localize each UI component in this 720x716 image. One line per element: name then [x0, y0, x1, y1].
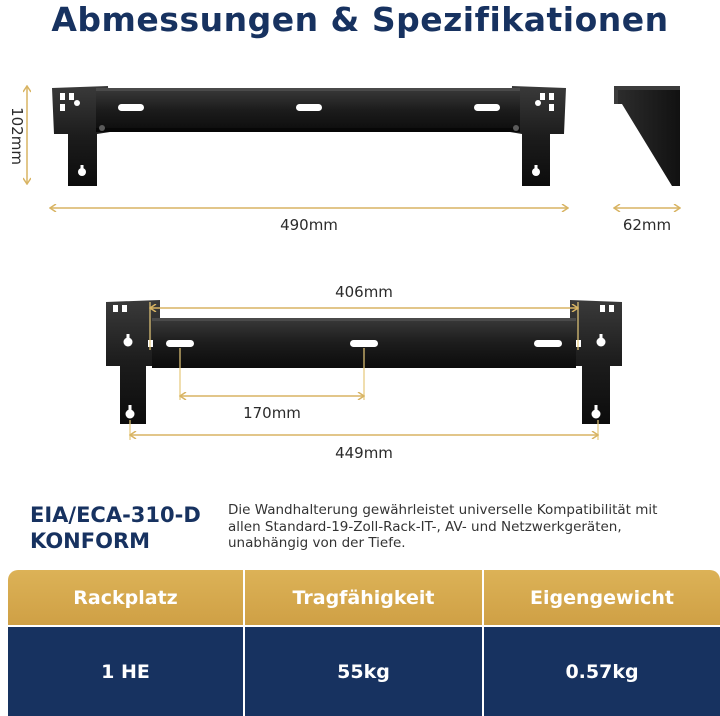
height-dimension-label: 102mm	[8, 107, 26, 165]
spec-value-load-capacity: 55kg	[245, 627, 484, 716]
spec-header-rack-space: Rackplatz	[8, 570, 245, 627]
spec-table	[8, 570, 720, 716]
spec-header-load-capacity: Tragfähigkeit	[245, 570, 484, 627]
depth-dimension-label: 62mm	[622, 216, 672, 234]
spec-header-weight: Eigengewicht	[484, 570, 720, 627]
bracket-side-view	[614, 86, 680, 186]
compliance-standard: EIA/ECA-310-D	[30, 503, 201, 527]
spec-value-rack-space: 1 HE	[8, 627, 245, 716]
compliance-heading	[30, 502, 230, 554]
spec-value-weight: 0.57kg	[484, 627, 720, 716]
mount-span-label: 449mm	[335, 444, 393, 462]
hole-span-label: 406mm	[335, 283, 393, 301]
page-title: Abmessungen & Spezifikationen	[51, 0, 669, 39]
top-bracket-front	[52, 86, 566, 186]
compliance-description: Die Wandhalterung gewährleistet universelle Kompatibilität mit allen Standard-19-Zoll-Rack-IT-, AV- und Netzwerkgeräten, unabhängig von der Tiefe.	[228, 502, 658, 551]
width-dimension-label: 490mm	[280, 216, 338, 234]
compliance-label: KONFORM	[30, 529, 151, 553]
slot-span-label: 170mm	[243, 404, 301, 422]
